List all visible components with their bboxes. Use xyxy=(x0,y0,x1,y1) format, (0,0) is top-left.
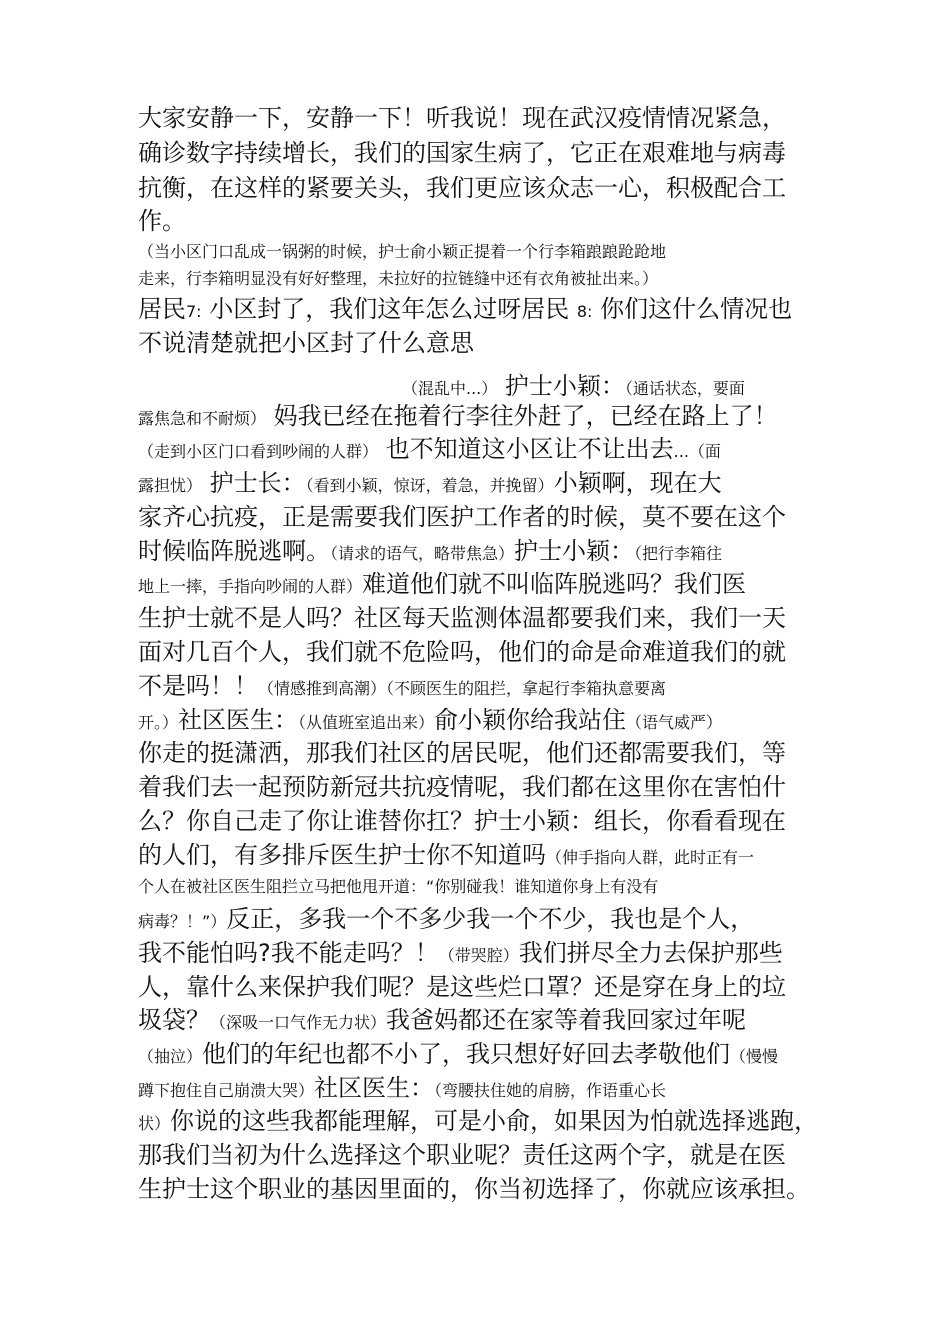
stage-direction: （从值班室追出来） xyxy=(298,713,435,732)
dialogue: 小区封了，我们这年怎么过呀居民 xyxy=(209,295,570,323)
dialogue: 的人们，有多排斥医生护士你不知道吗 xyxy=(138,841,546,869)
stage-direction: （请求的语气，略带焦急） xyxy=(330,544,515,563)
dialogue: 妈我已经在拖着行李往外赶了，已经在路上了！ xyxy=(273,402,778,430)
stage-direction: （看到小颖，惊讶，着急，并挽留） xyxy=(305,476,554,495)
dialogue: 我爸妈都还在家等着我回家过年呢 xyxy=(386,1006,747,1034)
speaker-label: 护士长： xyxy=(209,469,306,497)
stage-direction-line: 个人在被社区医生阻拦立马把他甩开道：“你别碰我！谁知道你身上有没有 xyxy=(138,877,659,896)
text-line: 作。 xyxy=(138,207,186,235)
speaker-label: 护士小颖： xyxy=(514,537,635,565)
speaker-label: 社区医生： xyxy=(178,706,299,734)
text-line: 大家安静一下，安静一下！听我说！现在武汉疫情情况紧急， xyxy=(138,104,786,132)
stage-direction: 露焦急和不耐烦） xyxy=(138,409,267,428)
stage-direction: （弯腰扶住她的肩膀，作语重心长 xyxy=(434,1081,667,1100)
text-line xyxy=(138,704,722,739)
speaker-label: 护士小颖： xyxy=(504,372,625,400)
stage-direction: ...（面 xyxy=(673,442,721,461)
dialogue: 圾袋？ xyxy=(138,1006,210,1034)
dialogue: 小颖啊，现在大 xyxy=(553,469,722,497)
text-line: 抗衡，在这样的紧要关头，我们更应该众志一心，积极配合工 xyxy=(138,174,786,202)
dialogue: 时候临阵脱逃啊。 xyxy=(138,537,330,565)
dialogue: 你们这什么情况也 xyxy=(600,295,793,323)
text-line: 人，靠什么来保护我们呢？是这些烂口罩？还是穿在身上的垃 xyxy=(138,973,786,1001)
dialogue: 你说的这些我都能理解，可是小俞，如果因为怕就选择逃跑， xyxy=(170,1107,819,1135)
dialogue: 我们拼尽全力去保护那些 xyxy=(518,939,783,967)
stage-direction: （带哭腔） xyxy=(438,946,519,965)
text-line: 生护士这个职业的基因里面的，你当初选择了，你就应该承担。 xyxy=(138,1175,810,1203)
speaker-number: 7: xyxy=(186,302,202,321)
stage-direction-line: （当小区门口乱成一锅粥的时候，护士俞小颖正提着一个行李箱踉踉跄跄地 xyxy=(138,242,667,261)
stage-direction: （伸手指向人群，此时正有一 xyxy=(546,848,755,867)
text-line xyxy=(138,937,783,972)
dialogue: 也不知道这小区让不让出去 xyxy=(385,435,674,463)
speaker-label: 居民 xyxy=(138,295,186,323)
stage-direction-line: 走来，行李箱明显没有好好整理，未拉好的拉链缝中还有衣角被扯出来。） xyxy=(138,269,659,288)
text-line: 你走的挺潇洒，那我们社区的居民呢，他们还都需要我们，等 xyxy=(138,739,786,767)
text-line xyxy=(138,293,792,328)
speaker-number: 8: xyxy=(576,302,593,321)
text-line: 么？你自己走了你让谁替你扛？护士小颖：组长，你看看现在 xyxy=(138,807,786,835)
dialogue: 反正，多我一个不多少我一个不少，我也是个人， xyxy=(226,905,755,933)
text-line xyxy=(138,839,754,874)
stage-direction: （走到小区门口看到吵闹的人群） xyxy=(138,442,379,461)
dialogue: 俞小颖你给我站住 xyxy=(434,706,627,734)
stage-direction: 露担忧） xyxy=(138,476,203,495)
text-line xyxy=(138,568,746,603)
stage-direction: （通话状态，要面 xyxy=(624,379,745,398)
stage-direction: （情感推到高潮）（不顾医生的阻拦，拿起行李箱执意要离 xyxy=(258,679,667,698)
text-line xyxy=(138,535,722,570)
text-line xyxy=(138,400,778,435)
dialogue: 不是吗！！ xyxy=(138,672,258,700)
stage-direction: 病毒？！”） xyxy=(138,912,227,931)
text-line xyxy=(138,467,722,502)
stage-direction: （混乱中...） xyxy=(402,379,498,398)
stage-direction: （语气威严） xyxy=(626,713,723,732)
text-line xyxy=(138,670,666,705)
stage-direction: 状） xyxy=(138,1114,171,1133)
stage-direction: （抽泣） xyxy=(138,1047,203,1066)
text-line: 家齐心抗疫，正是需要我们医护工作者的时候，莫不要在这个 xyxy=(138,503,786,531)
stage-direction: 开。） xyxy=(138,713,179,732)
text-line xyxy=(138,1072,666,1107)
text-line: 着我们去一起预防新冠共抗疫情呢，我们都在这里你在害怕什 xyxy=(138,773,786,801)
text-line xyxy=(138,1038,778,1073)
dialogue: 他们的年纪也都不小了，我只想好好回去孝敬他们 xyxy=(202,1040,731,1068)
stage-direction: 地上一摔，手指向吵闹的人群） xyxy=(138,577,363,596)
text-line: 那我们当初为什么选择这个职业呢？责任这两个字，就是在医 xyxy=(138,1141,786,1169)
text-line: 面对几百个人，我们就不危险吗，他们的命是命难道我们的就 xyxy=(138,638,786,666)
text-line: 确诊数字持续增长，我们的国家生病了，它正在艰难地与病毒 xyxy=(138,139,786,167)
dialogue: 我不能怕吗?我不能走吗？！ xyxy=(138,939,439,967)
text-line: 不说清楚就把小区封了什么意思 xyxy=(138,329,474,357)
text-line xyxy=(138,903,754,938)
stage-direction: （深吸一口气作无力状） xyxy=(210,1013,387,1032)
text-line: 生护士就不是人吗？社区每天监测体温都要我们来，我们一天 xyxy=(138,604,786,632)
stage-direction: （慢慢 xyxy=(730,1047,779,1066)
text-line xyxy=(138,1105,818,1140)
speaker-label: 社区医生： xyxy=(314,1074,435,1102)
dialogue: 难道他们就不叫临阵脱逃吗？我们医 xyxy=(362,570,747,598)
text-line xyxy=(138,433,721,468)
stage-direction: 蹲下抱住自己崩溃大哭） xyxy=(138,1081,315,1100)
stage-direction: （把行李箱往 xyxy=(634,544,723,563)
text-line xyxy=(138,1004,746,1039)
